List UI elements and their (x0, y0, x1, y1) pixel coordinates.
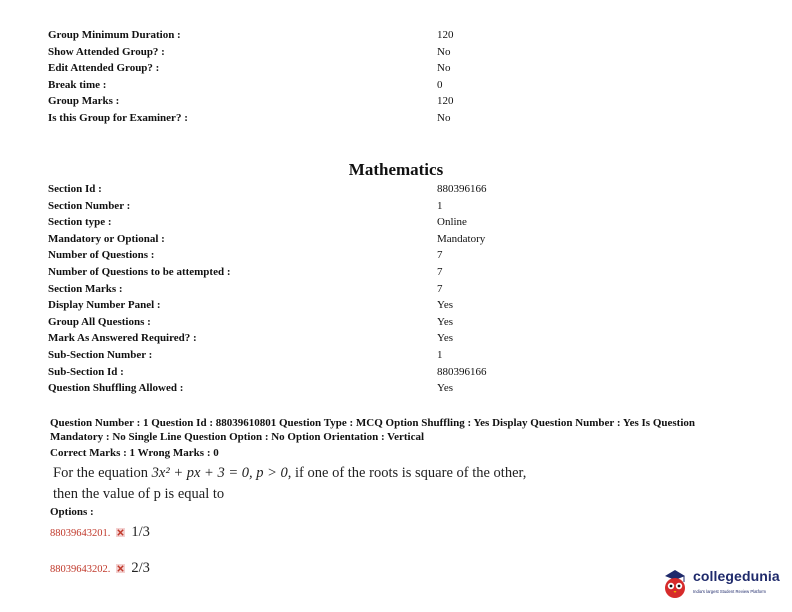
section-info-value: 7 (437, 265, 443, 278)
question-prefix: For the equation (53, 465, 152, 481)
question-marks: Correct Marks : 1 Wrong Marks : 0 (50, 447, 219, 459)
group-info-value: 0 (437, 78, 443, 91)
logo-wordmark: collegedunia (693, 568, 780, 584)
group-info-value: 120 (437, 29, 454, 41)
option-text: 1/3 (131, 524, 150, 540)
section-info-value: Yes (437, 299, 454, 312)
section-info-key: Mark As Answered Required? : (48, 332, 197, 345)
group-info-value: No (437, 62, 451, 75)
group-info-key: Break time : (48, 78, 107, 91)
section-info-key: Sub-Section Id : (48, 365, 124, 378)
section-info-value: Yes (437, 315, 454, 328)
section-info-key: Section type : (48, 216, 112, 229)
group-info-value: No (437, 45, 451, 58)
section-info-value: Mandatory (437, 232, 486, 245)
question-line-1 (53, 463, 673, 484)
group-info-value: No (437, 111, 451, 124)
section-info-key: Sub-Section Number : (48, 348, 153, 361)
group-info-key: Is this Group for Examiner? : (48, 111, 188, 124)
section-title: Mathematics (348, 160, 444, 179)
group-info-key: Show Attended Group? : (48, 45, 165, 58)
section-info-key: Section Number : (48, 199, 131, 212)
section-info-value: Yes (437, 382, 454, 395)
section-info-value: 1 (437, 199, 443, 212)
option-id: 88039643202. (50, 564, 111, 575)
section-info-value: 1 (437, 348, 443, 361)
section-info-value: 7 (437, 282, 443, 295)
group-info-key: Edit Attended Group? : (48, 62, 160, 75)
question-meta: Question Number : 1 Question Id : 88039610801 Question Type : MCQ Option Shuffling : Yes Display Question Number : Yes Is Question Mandatory : No Single Line Question Option : No Option Orientation : Vertical (50, 417, 695, 443)
collegedunia-mascot-icon (660, 564, 690, 604)
section-info-key: Display Number Panel : (48, 299, 161, 312)
question-equation: 3x² + px + 3 = 0, p > 0 (151, 465, 288, 481)
group-info-key: Group Minimum Duration : (48, 29, 181, 41)
cross-mark-icon (116, 564, 125, 573)
section-info-key: Section Id : (48, 183, 102, 195)
question-text (53, 463, 673, 505)
section-info-value: 7 (437, 249, 443, 262)
option-text: 2/3 (131, 560, 150, 576)
section-info-key: Group All Questions : (48, 315, 151, 328)
option-item (50, 560, 150, 577)
section-info-key: Number of Questions : (48, 249, 155, 262)
section-info-value: 880396166 (437, 365, 487, 378)
section-info-key: Section Marks : (48, 282, 123, 295)
question-suffix: , if one of the roots is square of the other, (287, 465, 527, 481)
cross-mark-icon (116, 528, 125, 537)
section-info-key: Question Shuffling Allowed : (48, 382, 184, 395)
option-id: 88039643201. (50, 528, 111, 539)
group-info-value: 120 (437, 95, 454, 108)
question-line-2: then the value of p is equal to (53, 486, 225, 502)
section-info-value: 880396166 (437, 183, 487, 195)
options-label: Options : (50, 506, 94, 518)
option-item (50, 524, 150, 541)
section-info-value: Online (437, 216, 467, 229)
logo-tagline: India's largest Student Review Platform (693, 589, 766, 594)
collegedunia-logo (660, 564, 788, 608)
group-info-key: Group Marks : (48, 95, 120, 108)
section-info-key: Number of Questions to be attempted : (48, 265, 231, 278)
section-info-value: Yes (437, 332, 454, 345)
section-info-key: Mandatory or Optional : (48, 232, 165, 245)
